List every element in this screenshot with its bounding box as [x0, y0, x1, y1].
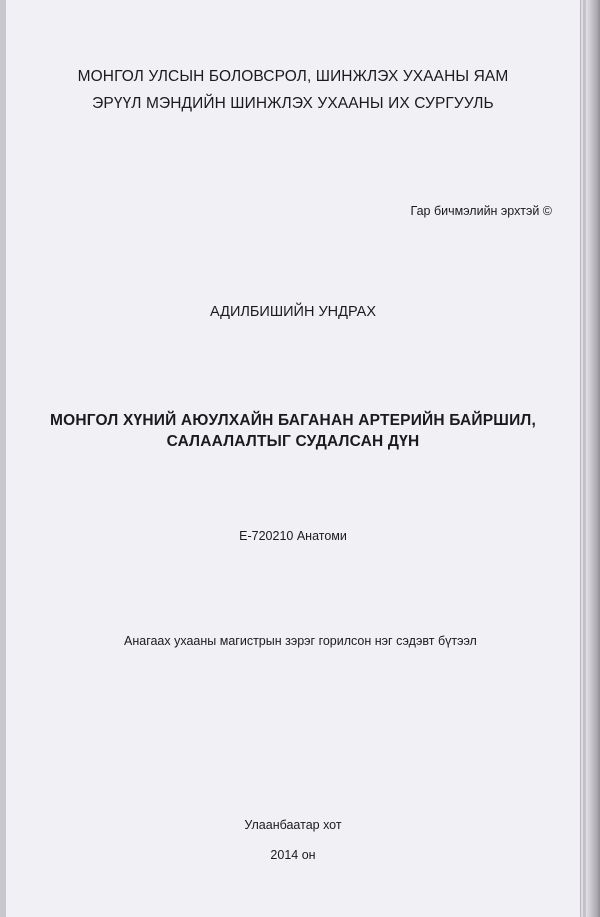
degree-statement: Анагаах ухааны магистрын зэрэг горилсон нэг сэдэвт бүтээл [124, 634, 477, 648]
thesis-title-line-2: САЛААЛАЛТЫГ СУДАЛСАН ДҮН [166, 433, 420, 450]
city-name: Улаанбаатар хот [244, 818, 342, 832]
copyright-notice: Гар бичмэлийн эрхтэй © [410, 204, 552, 218]
document-page [6, 0, 580, 917]
author-name: АДИЛБИШИЙН УНДРАХ [209, 304, 377, 320]
publication-year: 2014 он [270, 848, 316, 862]
specialty-code: Е-720210 Анатоми [239, 529, 347, 543]
university-name: ЭРҮҮЛ МЭНДИЙН ШИНЖЛЭХ УХААНЫ ИХ СУРГУУЛЬ [92, 95, 494, 112]
thesis-title-line-1: МОНГОЛ ХҮНИЙ АЮУЛХАЙН БАГАНАН АРТЕРИЙН БАЙРШИЛ, [49, 412, 537, 429]
ministry-name: МОНГОЛ УЛСЫН БОЛОВСРОЛ, ШИНЖЛЭХ УХААНЫ ЯАМ [77, 68, 509, 85]
scan-edge-shadow [586, 0, 600, 917]
